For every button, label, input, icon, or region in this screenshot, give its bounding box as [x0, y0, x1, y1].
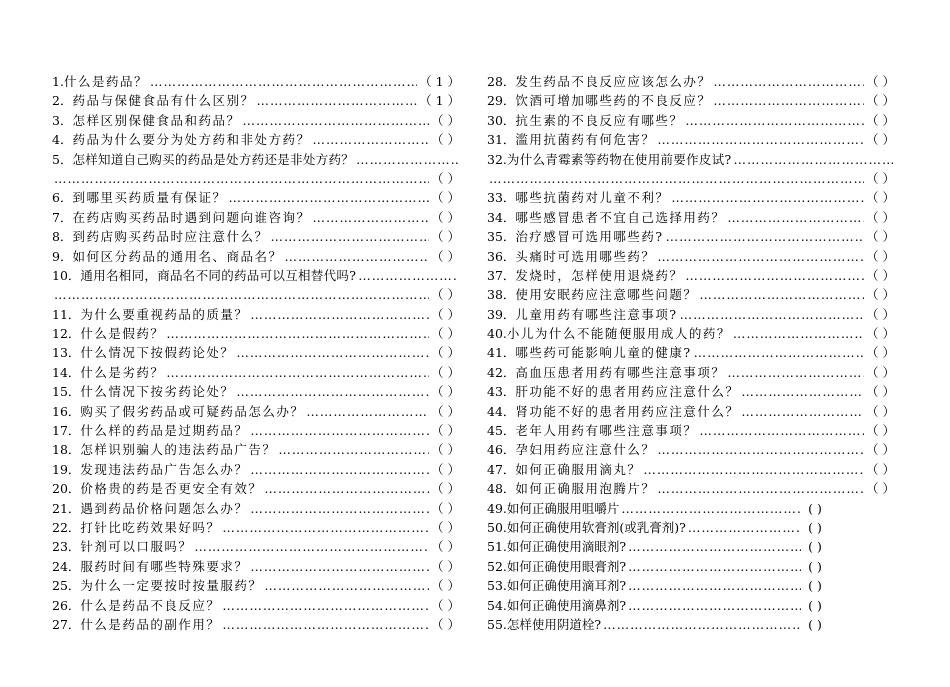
- toc-entry-title: 什么样的药品是过期药品？: [80, 423, 249, 439]
- toc-page-ref: （ ）: [431, 442, 460, 458]
- toc-page-ref: （ ）: [431, 578, 460, 594]
- toc-leader-dots: [688, 520, 801, 535]
- toc-entry: [487, 537, 827, 556]
- toc-page-ref: （ 1 ）: [419, 93, 460, 109]
- toc-entry-number: 52.: [487, 558, 507, 574]
- toc-entry: [52, 518, 460, 537]
- toc-entry-number: 9．: [52, 248, 73, 264]
- toc-entry: [52, 305, 460, 324]
- toc-entry-number: 37．: [487, 267, 516, 283]
- toc-right-column: [487, 72, 895, 634]
- toc-page-ref: ( ): [808, 597, 822, 613]
- toc-entry-number: 42．: [487, 364, 516, 380]
- toc-entry-number: 27．: [52, 616, 81, 632]
- toc-entry-title: 如何正确使用滴鼻剂?: [506, 597, 627, 613]
- toc-leader-dots: [671, 190, 864, 205]
- toc-page-ref: （ ）: [866, 112, 895, 128]
- toc-entry: [487, 208, 895, 227]
- toc-entry-number: 41．: [487, 345, 516, 361]
- toc-page-ref: （ ）: [431, 500, 460, 516]
- toc-entry-title: 如何正确使用软膏剂(或乳膏剂)?: [506, 519, 686, 535]
- toc-leader-dots: [727, 365, 864, 380]
- toc-page-ref: （ ）: [866, 267, 895, 283]
- toc-entry-title: 什么情况下按假药论处？: [80, 345, 235, 361]
- toc-page-ref: （ ）: [431, 248, 460, 264]
- toc-entry: [52, 537, 460, 556]
- toc-leader-dots: [628, 539, 801, 554]
- toc-leader-dots: [713, 74, 864, 89]
- toc-entry: [487, 576, 827, 595]
- toc-entry-title: 发生药品不良反应应该怎么办？: [515, 74, 712, 89]
- toc-entry-number: 26．: [52, 597, 81, 613]
- toc-entry: [52, 402, 460, 421]
- toc-entry-number: 33．: [487, 190, 516, 206]
- toc-page-ref: （ ）: [866, 248, 895, 264]
- toc-page-ref: （ ）: [866, 364, 895, 380]
- toc-leader-dots: [741, 384, 864, 399]
- toc-entry-line: [52, 285, 460, 304]
- toc-leader-dots: [264, 481, 429, 496]
- toc-entry-title: 通用名相同，商品名不同的药品可以互相替代吗?: [80, 267, 357, 283]
- toc-leader-dots: [628, 598, 801, 613]
- toc-page-ref: （ ）: [866, 287, 895, 303]
- toc-entry-title: 高血压患者用药有哪些注意事项？: [515, 364, 726, 380]
- toc-entry-number: 40.: [487, 326, 507, 342]
- toc-leader-dots: [621, 501, 801, 516]
- toc-entry: [487, 130, 895, 149]
- toc-entry-number: 25．: [52, 578, 81, 594]
- toc-entry: [487, 91, 895, 110]
- toc-leader-dots: [657, 442, 864, 457]
- toc-entry: [52, 208, 460, 227]
- toc-page-ref: （ ）: [431, 229, 460, 245]
- toc-entry-number: 7．: [52, 209, 73, 225]
- toc-leader-dots: [657, 249, 864, 264]
- toc-entry: [52, 460, 460, 479]
- toc-entry-number: 3．: [52, 112, 73, 128]
- toc-leader-dots: [270, 229, 429, 244]
- toc-leader-dots: [734, 152, 894, 167]
- toc-entry-title: 发烧时，怎样使用退烧药？: [515, 267, 684, 283]
- toc-leader-dots: [685, 113, 864, 128]
- toc-leader-dots: [150, 74, 417, 89]
- toc-entry-title: 什么情况下按劣药论处？: [80, 384, 235, 400]
- toc-leader-dots: [284, 249, 429, 264]
- toc-page-ref: （ ）: [431, 170, 460, 186]
- toc-entry-title: 如何正确服用咀嚼片: [506, 500, 620, 516]
- toc-leader-dots: [250, 559, 429, 574]
- toc-page-ref: （ ）: [431, 423, 460, 439]
- toc-entry-number: 2．: [52, 93, 73, 109]
- toc-entry: [487, 285, 895, 304]
- toc-page-ref: （ ）: [866, 229, 895, 245]
- toc-entry: [487, 266, 895, 285]
- toc-entry-number: 32.: [487, 151, 507, 167]
- toc-entry-title: 哪些抗菌药对儿童不利？: [515, 190, 670, 206]
- toc-entry-number: 31．: [487, 132, 516, 148]
- toc-entry-title: 药品与保健食品有什么区别？: [72, 93, 255, 109]
- toc-entry-number: 46．: [487, 442, 516, 458]
- toc-page-ref: （ ）: [431, 209, 460, 225]
- toc-entry-title: 怎样知道自己购买的药品是处方药还是非处方药？: [72, 151, 355, 167]
- toc-entry-title: 为什么要重视药品的质量？: [80, 306, 249, 322]
- toc-leader-dots: [694, 345, 864, 360]
- toc-page-ref: （ ）: [866, 209, 895, 225]
- toc-entry-number: 12．: [52, 326, 81, 342]
- toc-entry-number: 50.: [487, 519, 507, 535]
- toc-entry-title: 购买了假劣药品或可疑药品怎么办？: [80, 403, 305, 419]
- toc-entry-title: 为什么一定要按时按量服药？: [80, 578, 263, 594]
- toc-entry-number: 13．: [52, 345, 81, 361]
- toc-entry-title: 在药店购买药品时遇到问题向谁咨询？: [72, 209, 311, 225]
- toc-entry-title: 药品为什么要分为处方药和非处方药？: [72, 132, 311, 148]
- toc-page-ref: （ ）: [866, 461, 895, 477]
- toc-leader-dots: [657, 132, 864, 147]
- toc-entry: [52, 557, 460, 576]
- toc-page-ref: ( ): [808, 558, 822, 574]
- toc-entry: [52, 91, 460, 110]
- toc-page-ref: ( ): [808, 500, 822, 516]
- toc-entry-title: 哪些感冒患者不宜自己选择用药？: [515, 209, 726, 225]
- toc-entry-title: 小儿为什么不能随便服用成人的药？: [506, 326, 731, 342]
- toc-leader-dots: [643, 462, 864, 477]
- toc-entry: [52, 266, 460, 305]
- toc-page-ref: ( ): [808, 519, 822, 535]
- toc-entry-number: 35．: [487, 229, 516, 245]
- toc-entry-title: 什么是劣药？: [80, 364, 165, 380]
- toc-page-ref: （ ）: [431, 345, 460, 361]
- toc-entry-title: 针剂可以口服吗？: [80, 539, 193, 555]
- toc-entry-title: 如何正确服用泡腾片？: [515, 481, 656, 497]
- toc-page-ref: （ ）: [866, 306, 895, 322]
- toc-page-ref: （ ）: [431, 326, 460, 342]
- toc-page-ref: （ ）: [431, 306, 460, 322]
- toc-leader-dots: [264, 578, 429, 593]
- toc-entry-title: 滥用抗菌药有何危害？: [515, 132, 656, 148]
- toc-entry: [487, 615, 827, 634]
- toc-entry-number: 30．: [487, 112, 516, 128]
- toc-page-ref: ( ): [808, 578, 822, 594]
- toc-leader-dots: [242, 113, 429, 128]
- toc-entry-number: 8．: [52, 229, 73, 245]
- toc-leader-dots: [628, 578, 801, 593]
- toc-leader-dots: [685, 268, 864, 283]
- toc-entry-title: 遇到药品价格问题怎么办？: [80, 500, 249, 516]
- toc-page-ref: （ ）: [866, 74, 895, 89]
- toc-entry-number: 48．: [487, 481, 516, 497]
- toc-page-ref: （ ）: [866, 326, 895, 342]
- toc-entry-title: 怎样识别骗人的违法药品广告？: [80, 442, 277, 458]
- toc-leader-dots: [228, 190, 429, 205]
- toc-entry-title: 儿童用药有哪些注意事项?: [515, 306, 678, 322]
- toc-leader-dots: [222, 617, 429, 632]
- toc-entry-number: 5．: [52, 151, 73, 167]
- toc-entry-number: 34．: [487, 209, 516, 225]
- toc-entry-number: 53.: [487, 578, 507, 594]
- toc-entry: [487, 247, 895, 266]
- toc-entry-line: [52, 150, 460, 169]
- toc-entry: [52, 363, 460, 382]
- toc-entry: [52, 130, 460, 149]
- toc-leader-dots: [312, 132, 429, 147]
- toc-leader-dots: [54, 171, 429, 186]
- toc-entry-title: 如何正确使用眼膏剂?: [506, 558, 627, 574]
- toc-entry: [52, 596, 460, 615]
- toc-entry-title: 使用安眠药应注意哪些问题？: [515, 287, 698, 303]
- toc-entry-title: 发现违法药品广告怎么办？: [80, 461, 249, 477]
- toc-page-ref: （ ）: [431, 364, 460, 380]
- toc-entry-title: 如何正确使用滴耳剂?: [506, 578, 627, 594]
- toc-entry: [52, 479, 460, 498]
- toc-page-ref: （ ）: [866, 190, 895, 206]
- toc-entry-number: 10．: [52, 267, 81, 283]
- toc-entry: [52, 188, 460, 207]
- toc-entry-number: 11．: [52, 306, 81, 322]
- toc-leader-dots: [250, 423, 429, 438]
- toc-entry: [487, 518, 827, 537]
- toc-entry-number: 47．: [487, 461, 516, 477]
- toc-entry: [487, 382, 895, 401]
- toc-entry: [487, 324, 895, 343]
- toc-leader-dots: [194, 539, 429, 554]
- toc-leader-dots: [741, 404, 864, 419]
- toc-entry: [487, 150, 895, 189]
- toc-entry: [52, 440, 460, 459]
- toc-entry: [487, 402, 895, 421]
- toc-entry-number: 20．: [52, 481, 81, 497]
- toc-entry-number: 16．: [52, 403, 81, 419]
- toc-entry-title: 什么是药品的副作用？: [80, 616, 221, 632]
- toc-entry-title: 孕妇用药应注意什么？: [515, 442, 656, 458]
- toc-left-column: [52, 72, 460, 634]
- toc-entry-number: 51.: [487, 539, 507, 555]
- toc-page-ref: （ ）: [431, 539, 460, 555]
- toc-entry-title: 怎样区别保健食品和药品？: [72, 112, 241, 128]
- toc-entry-number: 6．: [52, 190, 73, 206]
- toc-entry-number: 36．: [487, 248, 516, 264]
- toc-leader-dots: [358, 268, 458, 283]
- toc-entry-title: 头痛时可选用哪些药？: [515, 248, 656, 264]
- toc-page-ref: （ ）: [431, 384, 460, 400]
- toc-page-ref: （ ）: [866, 170, 895, 186]
- toc-leader-dots: [278, 442, 429, 457]
- toc-page-ref: （ ）: [431, 190, 460, 206]
- toc-entry-title: 饮酒可增加哪些药的不良反应？: [515, 93, 712, 109]
- toc-page-ref: （ ）: [431, 287, 460, 303]
- toc-leader-dots: [166, 365, 429, 380]
- toc-leader-dots: [54, 287, 429, 302]
- toc-page-ref: （ ）: [431, 461, 460, 477]
- toc-leader-dots: [222, 598, 429, 613]
- toc-leader-dots: [256, 93, 417, 108]
- toc-entry-title: 什么是药品不良反应？: [80, 597, 221, 613]
- toc-entry-number: 55.: [487, 616, 507, 632]
- toc-leader-dots: [312, 210, 429, 225]
- toc-entry-line: [487, 169, 895, 188]
- toc-page-ref: （ ）: [866, 345, 895, 361]
- toc-entry-title: 肝功能不好的患者用药应注意什么？: [515, 384, 740, 400]
- toc-entry-title: 怎样使用阴道栓?: [506, 616, 602, 632]
- toc-entry-title: 到哪里买药质量有保证？: [72, 190, 227, 206]
- toc-leader-dots: [166, 326, 429, 341]
- toc-entry-title: 抗生素的不良反应有哪些？: [515, 112, 684, 128]
- toc-entry: [52, 150, 460, 189]
- toc-entry-number: 23．: [52, 539, 81, 555]
- toc-leader-dots: [250, 462, 429, 477]
- toc-entry: [487, 188, 895, 207]
- toc-entry-number: 43．: [487, 384, 516, 400]
- toc-entry-title: 老年人用药有哪些注意事项？: [515, 423, 698, 439]
- toc-leader-dots: [489, 171, 864, 186]
- toc-entry-number: 24．: [52, 558, 81, 574]
- toc-leader-dots: [666, 229, 864, 244]
- toc-entry: [487, 72, 895, 91]
- toc-leader-dots: [657, 481, 864, 496]
- toc-leader-dots: [236, 384, 429, 399]
- toc-entry-title: 价格贵的药是否更安全有效？: [80, 481, 263, 497]
- toc-entry: [487, 227, 895, 246]
- toc-entry: [487, 111, 895, 130]
- toc-leader-dots: [727, 210, 864, 225]
- toc-entry-line: [52, 266, 460, 285]
- toc-page-ref: （ ）: [866, 403, 895, 419]
- toc-entry-title: 哪些药可能影响儿童的健康?: [515, 345, 692, 361]
- toc-entry-number: 44．: [487, 403, 516, 419]
- toc-entry-number: 1.: [52, 74, 64, 89]
- toc-entry-title: 肾功能不好的患者用药应注意什么？: [515, 403, 740, 419]
- toc-leader-dots: [628, 559, 801, 574]
- toc-entry: [52, 382, 460, 401]
- toc-entry: [52, 72, 460, 91]
- toc-page-ref: ( ): [808, 616, 822, 632]
- toc-entry: [52, 421, 460, 440]
- toc-entry: [52, 499, 460, 518]
- toc-entry-number: 29．: [487, 93, 516, 109]
- toc-entry-number: 19．: [52, 461, 81, 477]
- toc-entry-title: 如何区分药品的通用名、商品名？: [72, 248, 283, 264]
- toc-leader-dots: [699, 423, 864, 438]
- toc-leader-dots: [680, 307, 864, 322]
- toc-leader-dots: [306, 404, 429, 419]
- toc-entry-title: 服药时间有哪些特殊要求？: [80, 558, 249, 574]
- toc-page-ref: （ ）: [431, 558, 460, 574]
- toc-page-ref: ( ): [808, 539, 822, 555]
- toc-entry-title: 什么是药品？: [63, 74, 148, 89]
- toc-entry-number: 4．: [52, 132, 73, 148]
- toc-leader-dots: [713, 93, 864, 108]
- toc-leader-dots: [250, 307, 429, 322]
- toc-entry-title: 到药店购买药品时应注意什么？: [72, 229, 269, 245]
- toc-entry-number: 39．: [487, 306, 516, 322]
- toc-entry-number: 45．: [487, 423, 516, 439]
- toc-entry: [487, 499, 827, 518]
- toc-entry-title: 打针比吃药效果好吗？: [80, 519, 221, 535]
- toc-entry: [52, 615, 460, 634]
- toc-entry-number: 49.: [487, 500, 507, 516]
- toc-entry: [487, 596, 827, 615]
- toc-leader-dots: [733, 326, 864, 341]
- toc-entry: [487, 440, 895, 459]
- toc-entry-title: 治疗感冒可选用哪些药?: [515, 229, 664, 245]
- toc-page-ref: （ ）: [866, 132, 895, 148]
- toc-entry: [487, 363, 895, 382]
- toc-leader-dots: [603, 617, 801, 632]
- toc-entry-line: [487, 150, 895, 169]
- toc-page-ref: （ ）: [431, 403, 460, 419]
- toc-entry: [52, 227, 460, 246]
- toc-entry: [487, 343, 895, 362]
- toc-entry-number: 38．: [487, 287, 516, 303]
- toc-entry-number: 21．: [52, 500, 81, 516]
- toc-leader-dots: [250, 501, 429, 516]
- toc-leader-dots: [699, 287, 864, 302]
- toc-entry-title: 什么是假药？: [80, 326, 165, 342]
- toc-entry-title: 为什么青霉素等药物在使用前要作皮试?: [506, 151, 732, 167]
- toc-entry-number: 54.: [487, 597, 507, 613]
- toc-entry: [487, 305, 895, 324]
- toc-entry-number: 22．: [52, 519, 81, 535]
- toc-entry: [487, 460, 895, 479]
- toc-entry-number: 14．: [52, 364, 81, 380]
- toc-entry: [52, 576, 460, 595]
- toc-entry-number: 18．: [52, 442, 81, 458]
- toc-entry-number: 28．: [487, 74, 516, 89]
- toc-entry: [52, 111, 460, 130]
- toc-page-ref: （ ）: [431, 112, 460, 128]
- toc-page-ref: （ ）: [866, 384, 895, 400]
- toc-leader-dots: [356, 152, 458, 167]
- toc-page-ref: （ ）: [866, 423, 895, 439]
- toc-entry: [487, 479, 895, 498]
- toc-entry: [52, 343, 460, 362]
- toc-page-ref: （ ）: [431, 132, 460, 148]
- toc-page-ref: （ ）: [866, 93, 895, 109]
- toc-entry: [52, 324, 460, 343]
- toc-entry-title: 如何正确使用滴眼剂?: [506, 539, 627, 555]
- toc-page-ref: （ ）: [431, 519, 460, 535]
- toc-page-ref: （ ）: [866, 442, 895, 458]
- toc-page-ref: （ ）: [431, 616, 460, 632]
- toc-entry-title: 如何正确服用滴丸？: [515, 461, 642, 477]
- toc-page-ref: （ ）: [431, 481, 460, 497]
- toc-entry-number: 17．: [52, 423, 81, 439]
- toc-page-ref: （ 1 ）: [419, 74, 460, 89]
- toc-leader-dots: [236, 345, 429, 360]
- toc-entry-number: 15．: [52, 384, 81, 400]
- toc-page-ref: （ ）: [866, 481, 895, 497]
- toc-page-ref: （ ）: [431, 597, 460, 613]
- toc-entry-line: [52, 169, 460, 188]
- toc-entry: [487, 421, 895, 440]
- toc-leader-dots: [222, 520, 429, 535]
- toc-entry: [52, 247, 460, 266]
- toc-entry: [487, 557, 827, 576]
